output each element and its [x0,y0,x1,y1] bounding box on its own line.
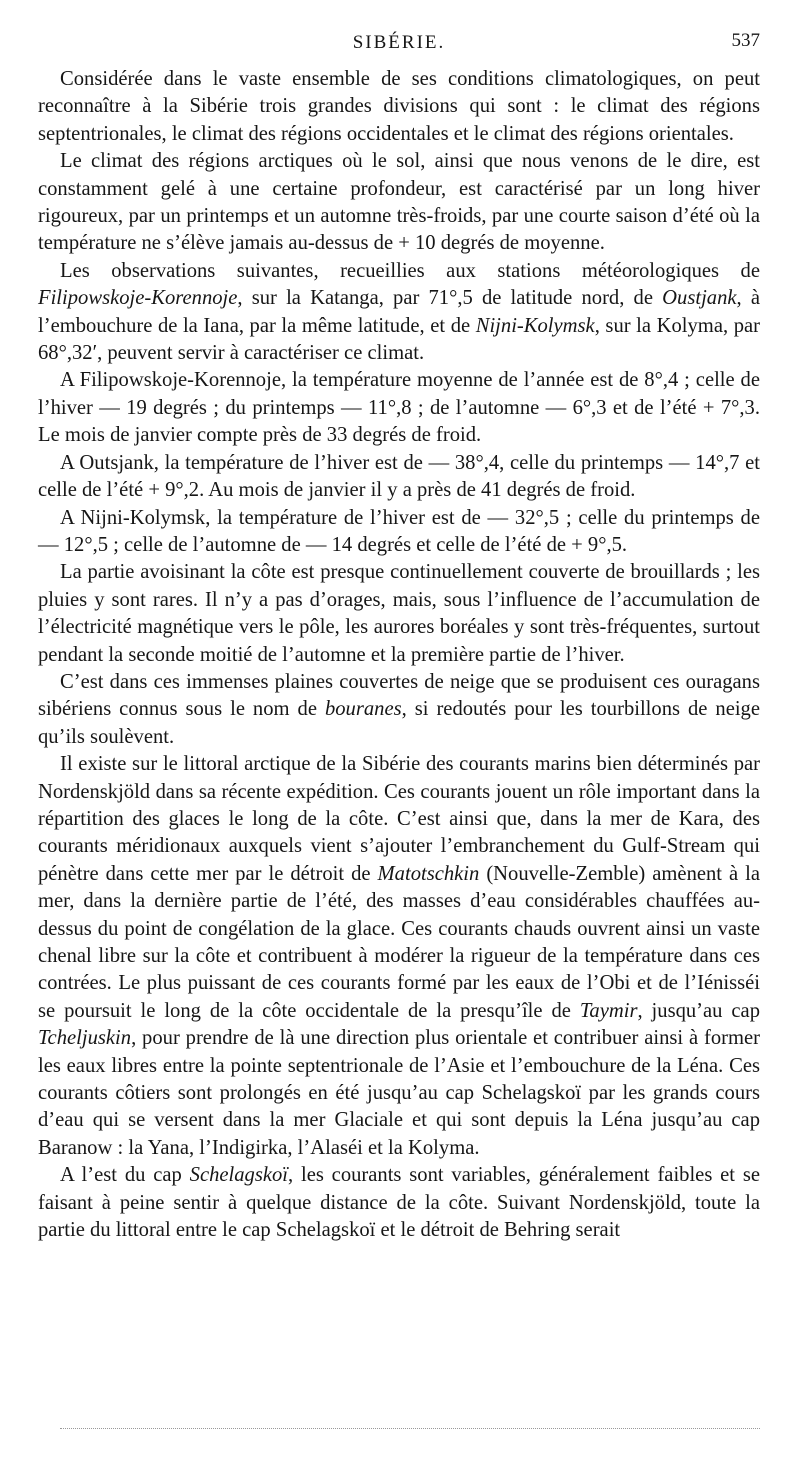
text-run: Il existe sur le littoral arctique de la Sibérie des courants marins bien déterminés par Nordenskjöld dans sa récente expédition. Ces courants jouent un rôle important dans la répartition des glaces le long de la côte. C’est ainsi que, dans la mer de Kara, des courants méridionaux auxquels vient s’ajouter l’embranchement du Gulf-Stream qui pénètre dans cette mer par le détroit de [38,753,760,885]
italic-term: Tcheljuskin [38,1027,132,1050]
italic-term: bouranes [324,698,402,721]
paragraph [38,367,760,449]
text-run: , sur la Kolyma, par 68°,32′, peuvent servir à caractériser ce climat. [38,314,760,365]
running-title: SIBÉRIE. [352,32,446,53]
paragraph [38,505,760,560]
paragraph [38,258,760,368]
paragraph [38,148,760,258]
italic-term: Filipowskoje-Korennoje [38,287,238,310]
text-run: , sur la Katanga, par 71°,5 de latitude nord, de [237,287,663,310]
text-run: Le climat des régions arctiques où le sol, ainsi que nous venons de le dire, est constamment gelé à une certaine profondeur, est caractérisé par un long hiver rigoureux, par un printemps et un automne très-froids, par une courte saison d’été où la température ne s’élève jamais au-dessus de + 10 degrés de moyenne. [38,150,760,255]
footer-dotted-rule [60,1428,760,1429]
text-run: A Filipowskoje-Korennoje, la température moyenne de l’année est de 8°,4 ; celle de l’hiver — 19 degrés ; du printemps — 11°,8 ; de l’automne — 6°,3 et de l’été + 7°,3. Le mois de janvier compte près de 33 degrés de froid. [38,369,760,447]
body-text [38,66,760,1244]
paragraph [38,559,760,669]
paragraph [38,450,760,505]
italic-term: Nijni-Kolymsk [475,314,595,337]
italic-term: Taymir [579,999,638,1022]
italic-term: Matotschkin [377,862,480,885]
text-run: Considérée dans le vaste ensemble de ses conditions climatologiques, on peut reconnaître à la Sibérie trois grandes divisions qui sont : le climat des régions septentrionales, le climat des régions occidentales et le climat des régions orientales. [38,68,760,145]
text-run: C’est dans ces immenses plaines couvertes de neige que se produisent ces ouragans sibériens connus sous le nom de [38,670,760,721]
text-run: , jusqu’au cap [637,999,760,1022]
text-run: , à l’embouchure de la Iana, par la même latitude, et de [38,287,761,337]
page-header [38,28,760,58]
italic-term: Oustjank [662,287,737,310]
text-run: (Nouvelle-Zemble) amènent à la mer, dans la dernière partie de l’été, des masses d’eau considérables chauffées au-dessus du point de congélation de la glace. Ces courants chauds ouvrent ainsi un vaste chenal libre sur la côte et contribuent à modérer la rigueur de la température dans ces contrées. Le plus puissant de ces courants formé par les eaux de l’Obi et de l’Iénisséi se poursuit le long de la côte occidentale de la presqu’île de [38,862,761,1022]
page-number: 537 [731,30,760,51]
paragraph [38,669,760,751]
text-run: A Nijni-Kolymsk, la température de l’hiver est de — 32°,5 ; celle du printemps de — 12°,5 ; celle de l’automne de — 14 degrés et celle de l’été de + 9°,5. [38,506,760,556]
paragraph [38,1162,760,1244]
text-run: La partie avoisinant la côte est presque continuellement couverte de brouillards ; les pluies y sont rares. Il n’y a pas d’orages, mais, sous l’influence de l’accumulation de l’électricité magnétique vers le pôle, les aurores boréales y sont très-fréquentes, surtout pendant la seconde moitié de l’automne et la première partie de l’hiver. [38,561,760,666]
text-run: A Outsjank, la température de l’hiver est de — 38°,4, celle du printemps — 14°,7 et celle de l’été + 9°,2. Au mois de janvier il y a près de 41 degrés de froid. [38,451,760,502]
text-run: , pour prendre de là une direction plus orientale et contribuer ainsi à former les eaux libres entre la pointe septentrionale de l’Asie et l’embouchure de la Léna. Ces courants côtiers sont prolongés en été jusqu’au cap Schelagskoï par les grands cours d’eau qui se versent dans la mer Glaciale et qui sont depuis la Léna jusqu’au cap Baranow : la Yana, l’Indigirka, l’Alaséi et la Kolyma. [38,1027,760,1159]
paragraph [38,66,760,148]
text-run: , si redoutés pour les tourbillons de neige qu’ils soulèvent. [38,698,760,748]
paragraph [38,751,760,1162]
text-run: A l’est du cap [60,1164,190,1187]
italic-term: Schelagskoï [189,1164,289,1187]
text-run: , les courants sont variables, généralement faibles et se faisant à peine sentir à quelque distance de la côte. Suivant Nordenskjöld, toute la partie du littoral entre le cap Schelagskoï et le détroit de Behring serait [38,1164,760,1242]
text-run: Les observations suivantes, recueillies aux stations météorologiques de [60,259,760,282]
